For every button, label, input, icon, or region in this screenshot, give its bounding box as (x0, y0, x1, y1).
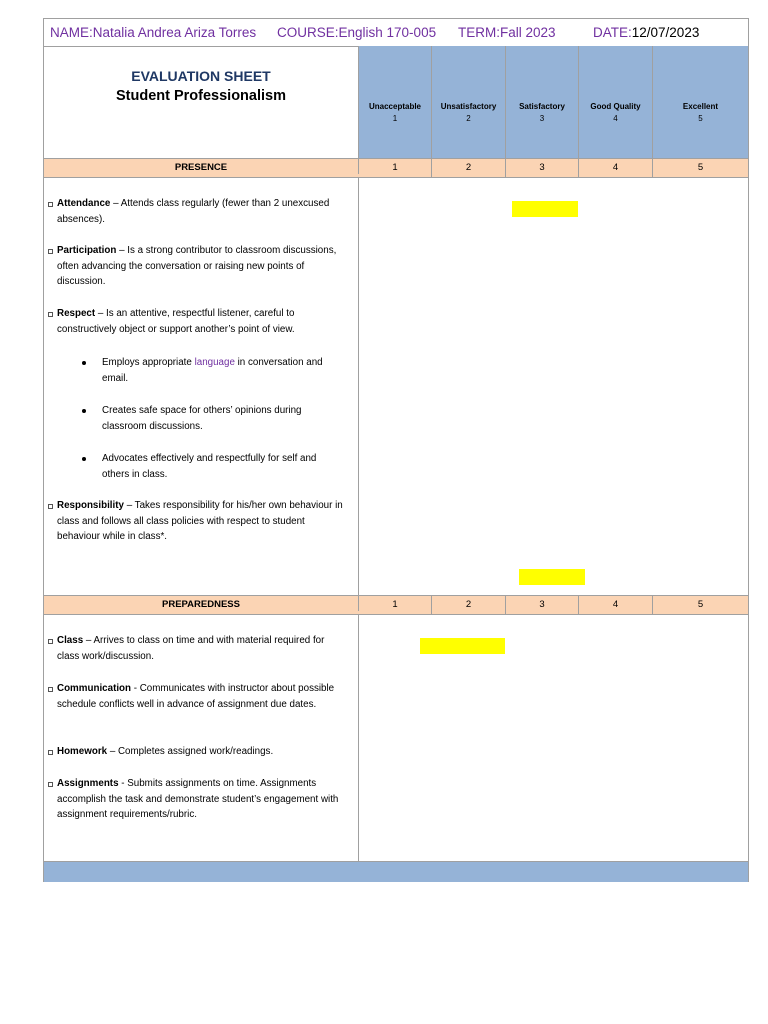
scale-number: 1 (392, 114, 398, 123)
scale-label: Unsatisfactory (440, 102, 497, 111)
criterion-participation (48, 243, 348, 290)
bullet-square-icon (48, 687, 53, 692)
scale-number: 5 (698, 114, 703, 123)
bullet-square-icon (48, 782, 53, 787)
date-field (593, 25, 699, 40)
scale-label: Excellent (682, 102, 719, 111)
score-column-2: 2 (432, 159, 506, 177)
bullet-square-icon (48, 504, 53, 509)
respect-bullet-safe-space (82, 403, 344, 434)
criterion-term: Respect (57, 308, 96, 319)
respect-bullet-language (82, 355, 344, 386)
score-highlight-class (420, 638, 505, 654)
criterion-desc: – Attends class regularly (fewer than 2 unexcused absences). (57, 198, 330, 225)
criterion-term: Participation (57, 245, 117, 256)
criterion-class (48, 633, 348, 664)
bullet-text: in conversation and email. (102, 357, 323, 384)
score-column-4: 4 (579, 596, 653, 614)
criterion-term: Assignments (57, 778, 119, 789)
criterion-desc: – Is an attentive, respectful listener, careful to constructively object or support another’s point of view. (57, 308, 295, 335)
date-label: DATE: (593, 25, 632, 40)
preparedness-title: PREPAREDNESS (44, 596, 359, 611)
scale-header-1 (359, 46, 432, 158)
score-column-5: 5 (697, 162, 704, 173)
criterion-desc: – Takes responsibility for his/her own behaviour in class and follows all class policies with respect to student behaviour while in class*. (57, 500, 343, 542)
date-value: 12/07/2023 (631, 25, 700, 40)
scale-header-3 (506, 46, 579, 158)
bullet-square-icon (48, 202, 53, 207)
sheet-title: EVALUATION SHEET (131, 68, 271, 84)
presence-criteria-cell (44, 177, 359, 595)
criterion-term: Communication (57, 683, 132, 694)
score-column-1: 1 (359, 596, 432, 614)
criterion-term: Class (57, 635, 84, 646)
student-info-row (44, 19, 748, 47)
language-link[interactable]: language (194, 357, 235, 368)
criterion-attendance (48, 196, 348, 227)
scale-header-5 (653, 46, 748, 158)
score-column-3: 3 (506, 159, 579, 177)
scale-number: 4 (613, 114, 618, 123)
bullet-square-icon (48, 249, 53, 254)
criterion-term: Homework (57, 746, 108, 757)
score-column-3: 3 (506, 596, 579, 614)
term-field: TERM:Fall 2023 (458, 25, 556, 40)
scale-number: 3 (539, 114, 545, 123)
scale-label: Satisfactory (519, 102, 565, 111)
bullet-text: Creates safe space for others’ opinions during classroom discussions. (102, 405, 302, 432)
criterion-term: Attendance (57, 198, 111, 209)
score-column-4: 4 (579, 159, 653, 177)
footer-bar (44, 861, 748, 882)
evaluation-sheet (43, 18, 749, 882)
preparedness-criteria-cell (44, 615, 359, 861)
respect-bullet-advocates (82, 451, 344, 482)
presence-section-header (44, 158, 748, 178)
score-highlight-attendance (512, 201, 578, 217)
criterion-desc: - Submits assignments on time. Assignments accomplish the task and demonstrate student’s engagement with assignment requirements/rubric. (57, 778, 339, 820)
criterion-desc: – Arrives to class on time and with material required for class work/discussion. (57, 635, 325, 662)
bullet-dot-icon (82, 409, 86, 413)
criterion-responsibility (48, 498, 348, 545)
bullet-dot-icon (82, 361, 86, 365)
score-column-2: 2 (432, 596, 506, 614)
criterion-communication (48, 681, 348, 712)
criterion-desc: – Is a strong contributor to classroom discussions, often advancing the conversation or raising new points of discussion. (57, 245, 337, 287)
bullet-square-icon (48, 312, 53, 317)
bullet-dot-icon (82, 457, 86, 461)
course-field: COURSE:English 170-005 (277, 25, 437, 40)
scale-label: Good Quality (590, 102, 641, 111)
presence-title: PRESENCE (44, 159, 359, 174)
bullet-text: Employs appropriate (102, 357, 195, 368)
bullet-text: Advocates effectively and respectfully for self and others in class. (102, 453, 317, 480)
criterion-desc: – Completes assigned work/readings. (107, 746, 274, 757)
scale-header-4 (579, 46, 653, 158)
scale-label: Unacceptable (368, 102, 422, 111)
bullet-square-icon (48, 750, 53, 755)
criterion-term: Responsibility (57, 500, 124, 511)
bullet-square-icon (48, 639, 53, 644)
preparedness-section-header (44, 595, 748, 615)
criterion-assignments (48, 776, 348, 823)
score-highlight-responsibility (519, 569, 585, 585)
score-column-5: 5 (697, 599, 704, 610)
criterion-homework (48, 744, 348, 760)
scale-number: 2 (466, 114, 471, 123)
score-column-1: 1 (359, 159, 432, 177)
title-block (44, 46, 359, 158)
student-name: NAME:Natalia Andrea Ariza Torres (50, 25, 257, 40)
scale-header-2 (432, 46, 506, 158)
criterion-desc: - Communicates with instructor about possible schedule conflicts well in advance of assignment due dates. (57, 683, 335, 710)
sheet-subtitle: Student Professionalism (115, 88, 286, 104)
criterion-respect (48, 306, 348, 337)
